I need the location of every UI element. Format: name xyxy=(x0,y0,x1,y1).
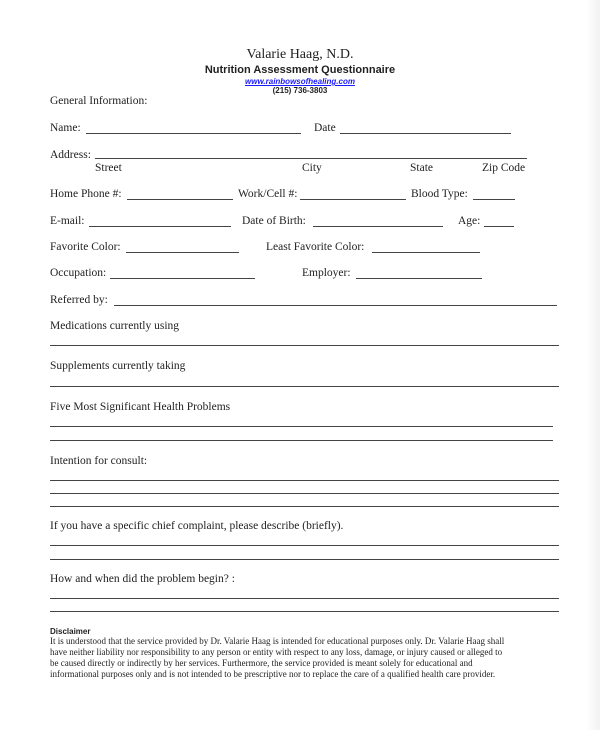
date-field[interactable] xyxy=(340,133,511,134)
name-label: Name: xyxy=(50,122,81,134)
dob-label: Date of Birth: xyxy=(242,215,306,227)
general-info-heading: General Information: xyxy=(50,95,148,107)
email-field[interactable] xyxy=(89,226,231,227)
referred-by-field[interactable] xyxy=(114,305,557,306)
state-label: State xyxy=(410,162,433,174)
work-cell-label: Work/Cell #: xyxy=(238,188,298,200)
health-problems-label: Five Most Significant Health Problems xyxy=(50,401,231,413)
disclaimer-title: Disclaimer xyxy=(50,627,91,636)
health-problems-line-1[interactable] xyxy=(50,426,553,427)
age-label: Age: xyxy=(458,215,481,227)
address-label: Address: xyxy=(50,149,91,161)
doctor-name: Valarie Haag, N.D. xyxy=(246,47,354,62)
home-phone-field[interactable] xyxy=(127,199,233,200)
disclaimer-line: It is understood that the service provided by Dr. Valarie Haag is intended for educational purposes only. Dr. Valarie Haag shall xyxy=(50,636,505,646)
least-favorite-color-field[interactable] xyxy=(372,252,480,253)
supplements-label: Supplements currently taking xyxy=(50,360,186,372)
occupation-field[interactable] xyxy=(110,278,255,279)
disclaimer-line: be caused directly or indirectly by her services. Furthermore, the service provided is meant solely for educational and xyxy=(50,658,473,668)
website-link[interactable]: www.rainbowsofhealing.com xyxy=(245,77,355,86)
chief-complaint-line-1[interactable] xyxy=(50,545,559,546)
age-field[interactable] xyxy=(484,226,514,227)
intention-line-3[interactable] xyxy=(50,506,559,507)
blood-type-field[interactable] xyxy=(473,199,515,200)
favorite-color-field[interactable] xyxy=(126,252,239,253)
zip-label: Zip Code xyxy=(482,162,526,174)
favorite-color-label: Favorite Color: xyxy=(50,241,121,253)
occupation-label: Occupation: xyxy=(50,267,107,279)
referred-by-label: Referred by: xyxy=(50,294,108,306)
problem-begin-line-1[interactable] xyxy=(50,598,559,599)
chief-complaint-label: If you have a specific chief complaint, please describe (briefly). xyxy=(50,520,344,532)
work-cell-field[interactable] xyxy=(300,199,406,200)
city-label: City xyxy=(302,162,322,174)
health-problems-line-2[interactable] xyxy=(50,440,553,441)
employer-label: Employer: xyxy=(302,267,351,279)
supplements-field[interactable] xyxy=(50,386,559,387)
least-favorite-color-label: Least Favorite Color: xyxy=(266,241,365,253)
problem-begin-line-2[interactable] xyxy=(50,611,559,612)
phone-number: (215) 736-3803 xyxy=(272,86,328,95)
address-field[interactable] xyxy=(95,158,527,159)
form-title: Nutrition Assessment Questionnaire xyxy=(204,64,396,76)
home-phone-label: Home Phone #: xyxy=(50,188,122,200)
medications-label: Medications currently using xyxy=(50,320,180,332)
date-label: Date xyxy=(314,122,336,134)
email-label: E-mail: xyxy=(50,215,85,227)
employer-field[interactable] xyxy=(356,278,482,279)
page-edge-shadow xyxy=(586,0,600,730)
problem-begin-label: How and when did the problem begin? : xyxy=(50,573,235,585)
medications-field[interactable] xyxy=(50,345,559,346)
intention-line-1[interactable] xyxy=(50,480,559,481)
name-field[interactable] xyxy=(86,133,301,134)
dob-field[interactable] xyxy=(313,226,443,227)
chief-complaint-line-2[interactable] xyxy=(50,559,559,560)
disclaimer-line: have neither liability nor responsibility to any person or entity with respect to any loss, damage, or injury caused or alleged to xyxy=(50,647,503,657)
blood-type-label: Blood Type: xyxy=(411,188,468,200)
disclaimer-line: informational purposes only and is not intended to be prescriptive nor to replace the care of a qualified health care provider. xyxy=(50,669,496,679)
intention-label: Intention for consult: xyxy=(50,455,148,467)
intention-line-2[interactable] xyxy=(50,493,559,494)
street-label: Street xyxy=(95,162,122,174)
